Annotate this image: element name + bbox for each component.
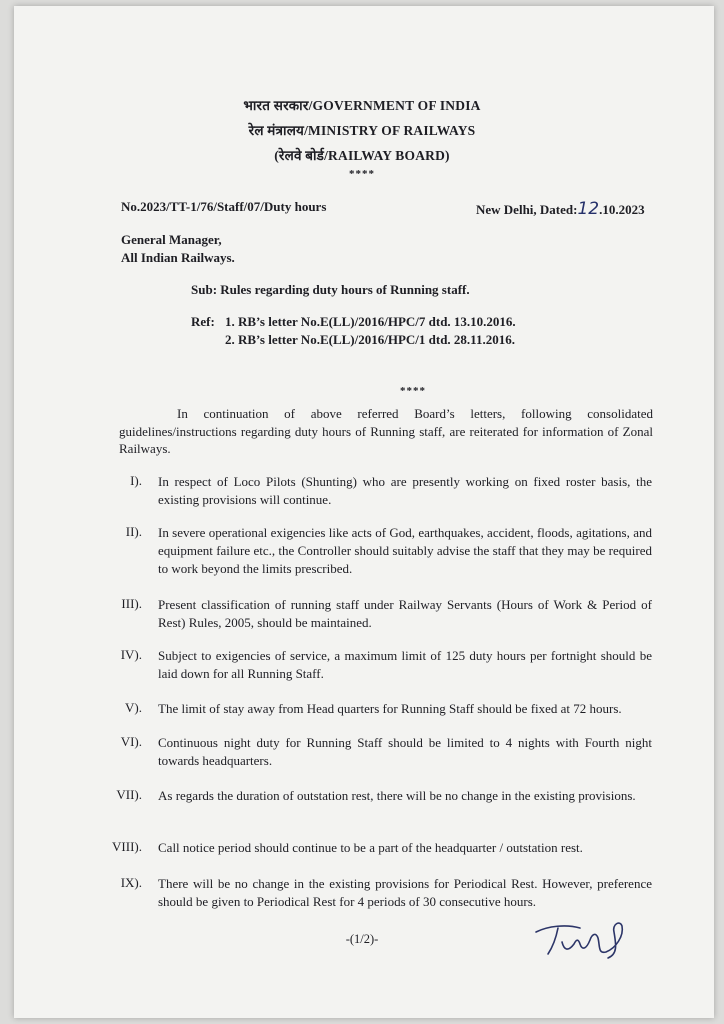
point-text: Continuous night duty for Running Staff should be limited to 4 nights with Fourth night towards headquarters. — [158, 735, 652, 768]
point-text: Present classification of running staff under Railway Servants (Hours of Work & Period of Rest) Rules, 2005, should be maintained. — [158, 597, 652, 630]
ref-label: Ref: — [191, 314, 215, 329]
point-number: VI). — [120, 734, 142, 749]
page-number: -(1/2)- — [345, 932, 379, 946]
point-number: IX). — [120, 875, 142, 890]
addressee-org: All Indian Railways. — [121, 250, 235, 265]
place-date — [476, 199, 645, 219]
point-number: III). — [121, 596, 142, 611]
point-text: As regards the duration of outstation rest, there will be no change in the existing provisions. — [158, 788, 636, 803]
point-text: Call notice period should continue to be a part of the headquarter / outstation rest. — [158, 840, 583, 855]
point-text: There will be no change in the existing provisions for Periodical Rest. However, preference should be given to Periodical Rest for 4 periods of 30 consecutive hours. — [158, 876, 652, 909]
signature-icon — [528, 914, 648, 972]
letterhead-ministry: रेल मंत्रालय/MINISTRY OF RAILWAYS — [248, 123, 476, 138]
place-date-label: New Delhi, Dated: — [476, 202, 578, 217]
subject-line: Sub: Rules regarding duty hours of Running staff. — [191, 282, 470, 297]
ref-item-1: 1. RB’s letter No.E(LL)/2016/HPC/7 dtd. 13.10.2016. — [225, 314, 516, 329]
point-number: IV). — [120, 647, 142, 662]
point-number: VIII). — [112, 839, 142, 854]
point-text: In severe operational exigencies like acts of God, earthquakes, accident, floods, agitations, and equipment failure etc., the Controller should suitably advise the staff that they may be required to work beyond the limits prescribed. — [158, 525, 652, 576]
ref-item-2: 2. RB’s letter No.E(LL)/2016/HPC/1 dtd. 28.11.2016. — [225, 332, 515, 347]
letterhead-government: भारत सरकार/GOVERNMENT OF INDIA — [243, 98, 481, 113]
letterhead-board: (रेलवे बोर्ड/RAILWAY BOARD) — [274, 148, 450, 163]
addressee-title: General Manager, — [121, 232, 222, 247]
letter-number: No.2023/TT-1/76/Staff/07/Duty hours — [121, 199, 327, 214]
point-text: The limit of stay away from Head quarters for Running Staff should be fixed at 72 hours. — [158, 701, 622, 716]
point-text: Subject to exigencies of service, a maximum limit of 125 duty hours per fortnight should be laid down for all Running Staff. — [158, 648, 652, 681]
intro-paragraph: In continuation of above referred Board’s letters, following consolidated guidelines/instructions regarding duty hours of Running staff, are reiterated for information of Zonal Railways. — [119, 406, 653, 457]
handwritten-day: 12 — [577, 199, 600, 219]
point-number: I). — [130, 473, 142, 488]
date-month-year: .10.2023 — [599, 202, 645, 217]
point-number: II). — [125, 524, 142, 539]
point-number: VII). — [116, 787, 142, 802]
letterhead-stars: **** — [349, 168, 375, 180]
section-separator: **** — [400, 385, 426, 397]
point-number: V). — [125, 700, 142, 715]
point-text: In respect of Loco Pilots (Shunting) who are presently working on fixed roster basis, the existing provisions will continue. — [158, 474, 652, 507]
